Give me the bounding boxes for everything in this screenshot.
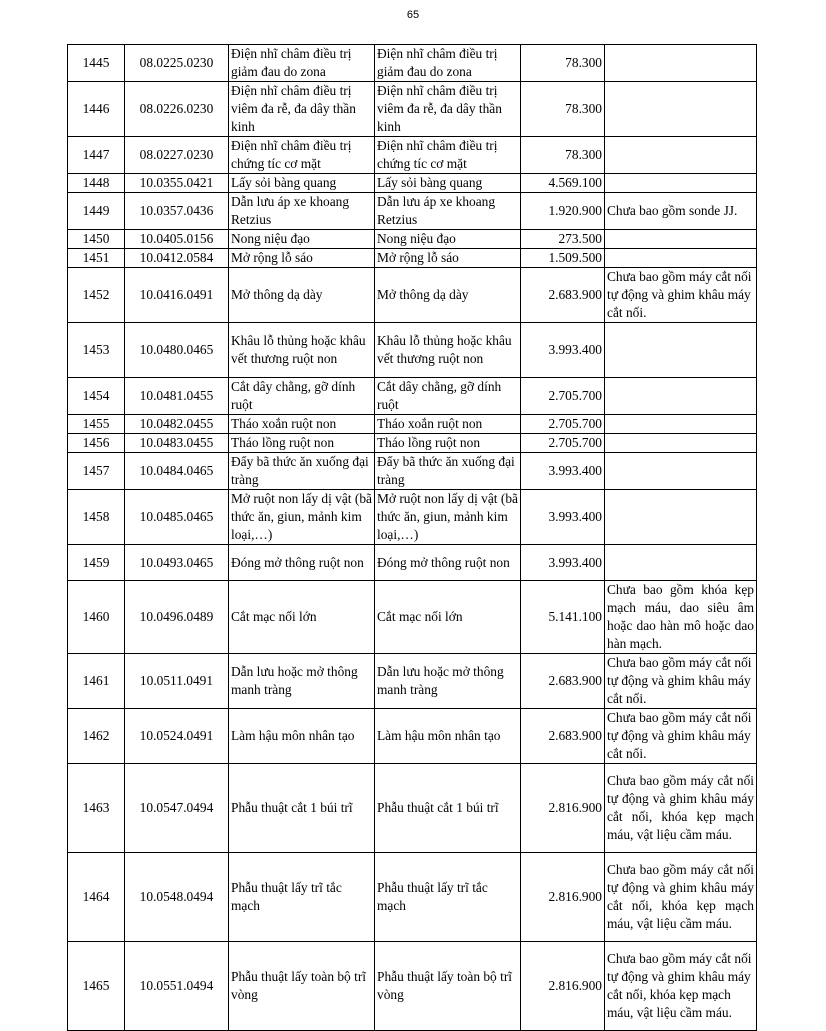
table-row (68, 545, 757, 581)
service-name: Khâu lỗ thủng hoặc khâu vết thương ruột non (229, 323, 375, 378)
service-name-approved: Điện nhĩ châm điều trị giảm đau do zona (375, 45, 521, 82)
row-number: 1459 (68, 545, 125, 581)
service-note (605, 45, 757, 82)
service-code: 08.0227.0230 (125, 137, 229, 174)
row-number: 1457 (68, 453, 125, 490)
table-row (68, 193, 757, 230)
service-note: Chưa bao gồm máy cắt nối tự động và ghim khâu máy cắt nối. (605, 709, 757, 764)
table-row (68, 434, 757, 453)
service-code: 10.0405.0156 (125, 230, 229, 249)
service-code: 10.0481.0455 (125, 378, 229, 415)
service-price: 4.569.100 (521, 174, 605, 193)
row-number: 1449 (68, 193, 125, 230)
service-name-approved: Cắt dây chằng, gỡ dính ruột (375, 378, 521, 415)
service-note: Chưa bao gồm máy cắt nối tự động và ghim khâu máy cắt nối, khóa kẹp mạch máu, vật liệu cầm máu. (605, 853, 757, 942)
table-row (68, 764, 757, 853)
service-code: 10.0484.0465 (125, 453, 229, 490)
service-name: Cắt dây chằng, gỡ dính ruột (229, 378, 375, 415)
row-number: 1461 (68, 654, 125, 709)
service-name-approved: Làm hậu môn nhân tạo (375, 709, 521, 764)
service-code: 08.0225.0230 (125, 45, 229, 82)
row-number: 1454 (68, 378, 125, 415)
service-code: 10.0416.0491 (125, 268, 229, 323)
row-number: 1451 (68, 249, 125, 268)
service-code: 10.0355.0421 (125, 174, 229, 193)
table-row (68, 490, 757, 545)
row-number: 1462 (68, 709, 125, 764)
service-note (605, 323, 757, 378)
table-row (68, 853, 757, 942)
service-note (605, 490, 757, 545)
service-name: Điện nhĩ châm điều trị viêm đa rễ, đa dây thần kinh (229, 82, 375, 137)
service-name-approved: Đẩy bã thức ăn xuống đại tràng (375, 453, 521, 490)
service-name-approved: Dẫn lưu hoặc mở thông manh tràng (375, 654, 521, 709)
service-note (605, 174, 757, 193)
service-price: 2.705.700 (521, 415, 605, 434)
service-code: 10.0524.0491 (125, 709, 229, 764)
service-code: 10.0496.0489 (125, 581, 229, 654)
service-price: 1.920.900 (521, 193, 605, 230)
service-note: Chưa bao gồm máy cắt nối tự động và ghim khâu máy cắt nối. (605, 268, 757, 323)
service-name: Tháo lồng ruột non (229, 434, 375, 453)
service-code: 10.0548.0494 (125, 853, 229, 942)
service-code: 10.0357.0436 (125, 193, 229, 230)
service-name: Đẩy bã thức ăn xuống đại tràng (229, 453, 375, 490)
table-row (68, 453, 757, 490)
service-code: 10.0482.0455 (125, 415, 229, 434)
row-number: 1446 (68, 82, 125, 137)
table-row (68, 323, 757, 378)
row-number: 1465 (68, 942, 125, 1031)
service-code: 10.0483.0455 (125, 434, 229, 453)
row-number: 1453 (68, 323, 125, 378)
service-note: Chưa bao gồm khóa kẹp mạch máu, dao siêu âm hoặc dao hàn mô hoặc dao hàn mạch. (605, 581, 757, 654)
row-number: 1448 (68, 174, 125, 193)
row-number: 1445 (68, 45, 125, 82)
service-name-approved: Mở ruột non lấy dị vật (bã thức ăn, giun, mảnh kim loại,…) (375, 490, 521, 545)
table-row (68, 654, 757, 709)
table-row (68, 581, 757, 654)
service-name: Phẫu thuật lấy trĩ tắc mạch (229, 853, 375, 942)
service-note (605, 415, 757, 434)
service-name: Điện nhĩ châm điều trị chứng tíc cơ mặt (229, 137, 375, 174)
table-row (68, 378, 757, 415)
row-number: 1455 (68, 415, 125, 434)
service-price: 2.683.900 (521, 709, 605, 764)
page-number: 65 (406, 9, 420, 21)
service-name: Nong niệu đạo (229, 230, 375, 249)
table-row (68, 709, 757, 764)
row-number: 1450 (68, 230, 125, 249)
service-note (605, 453, 757, 490)
service-code: 10.0547.0494 (125, 764, 229, 853)
service-name: Dẫn lưu áp xe khoang Retzius (229, 193, 375, 230)
service-note (605, 434, 757, 453)
table-row (68, 137, 757, 174)
service-note: Chưa bao gồm sonde JJ. (605, 193, 757, 230)
service-name: Làm hậu môn nhân tạo (229, 709, 375, 764)
service-price: 5.141.100 (521, 581, 605, 654)
service-code: 10.0412.0584 (125, 249, 229, 268)
service-name-approved: Mở thông dạ dày (375, 268, 521, 323)
service-name: Phẫu thuật lấy toàn bộ trĩ vòng (229, 942, 375, 1031)
service-price: 2.705.700 (521, 434, 605, 453)
service-name: Mở ruột non lấy dị vật (bã thức ăn, giun, mảnh kim loại,…) (229, 490, 375, 545)
service-name: Điện nhĩ châm điều trị giảm đau do zona (229, 45, 375, 82)
row-number: 1463 (68, 764, 125, 853)
table-row (68, 230, 757, 249)
row-number: 1458 (68, 490, 125, 545)
service-code: 10.0480.0465 (125, 323, 229, 378)
row-number: 1456 (68, 434, 125, 453)
table-row (68, 268, 757, 323)
service-price: 78.300 (521, 45, 605, 82)
service-price: 2.816.900 (521, 853, 605, 942)
row-number: 1464 (68, 853, 125, 942)
service-code: 10.0485.0465 (125, 490, 229, 545)
service-price: 3.993.400 (521, 490, 605, 545)
service-name-approved: Mở rộng lỗ sáo (375, 249, 521, 268)
service-price: 78.300 (521, 137, 605, 174)
service-note: Chưa bao gồm máy cắt nối tự động và ghim khâu máy cắt nối, khóa kẹp mạch máu, vật liệu cầm máu. (605, 764, 757, 853)
service-note: Chưa bao gồm máy cắt nối tự động và ghim khâu máy cắt nối. (605, 654, 757, 709)
service-price: 2.705.700 (521, 378, 605, 415)
service-code: 10.0493.0465 (125, 545, 229, 581)
service-name-approved: Nong niệu đạo (375, 230, 521, 249)
service-price-table (67, 44, 757, 1031)
service-name-approved: Dẫn lưu áp xe khoang Retzius (375, 193, 521, 230)
service-note (605, 137, 757, 174)
service-price: 273.500 (521, 230, 605, 249)
service-name-approved: Khâu lỗ thủng hoặc khâu vết thương ruột non (375, 323, 521, 378)
service-note (605, 82, 757, 137)
service-name: Mở thông dạ dày (229, 268, 375, 323)
table-row (68, 942, 757, 1031)
service-note (605, 378, 757, 415)
service-price: 3.993.400 (521, 323, 605, 378)
service-price: 2.683.900 (521, 268, 605, 323)
table-row (68, 249, 757, 268)
service-name: Mở rộng lỗ sáo (229, 249, 375, 268)
service-name-approved: Điện nhĩ châm điều trị chứng tíc cơ mặt (375, 137, 521, 174)
service-name-approved: Cắt mạc nối lớn (375, 581, 521, 654)
service-name-approved: Phẫu thuật cắt 1 búi trĩ (375, 764, 521, 853)
service-name: Phẫu thuật cắt 1 búi trĩ (229, 764, 375, 853)
service-name: Dẫn lưu hoặc mở thông manh tràng (229, 654, 375, 709)
service-name-approved: Tháo lồng ruột non (375, 434, 521, 453)
service-name-approved: Phẫu thuật lấy toàn bộ trĩ vòng (375, 942, 521, 1031)
table-row (68, 415, 757, 434)
service-note (605, 249, 757, 268)
service-name: Đóng mở thông ruột non (229, 545, 375, 581)
service-name-approved: Phẫu thuật lấy trĩ tắc mạch (375, 853, 521, 942)
service-code: 10.0551.0494 (125, 942, 229, 1031)
service-note: Chưa bao gồm máy cắt nối tự động và ghim khâu máy cắt nối, khóa kẹp mạch máu, vật liệu cầm máu. (605, 942, 757, 1031)
service-price: 2.683.900 (521, 654, 605, 709)
service-name-approved: Tháo xoắn ruột non (375, 415, 521, 434)
service-name-approved: Lấy sỏi bàng quang (375, 174, 521, 193)
service-price: 78.300 (521, 82, 605, 137)
table-row (68, 174, 757, 193)
row-number: 1460 (68, 581, 125, 654)
service-name: Cắt mạc nối lớn (229, 581, 375, 654)
service-price: 2.816.900 (521, 942, 605, 1031)
table-row (68, 82, 757, 137)
service-note (605, 230, 757, 249)
service-name-approved: Điện nhĩ châm điều trị viêm đa rễ, đa dây thần kinh (375, 82, 521, 137)
service-note (605, 545, 757, 581)
service-price: 3.993.400 (521, 545, 605, 581)
service-price: 1.509.500 (521, 249, 605, 268)
service-code: 10.0511.0491 (125, 654, 229, 709)
service-name: Tháo xoắn ruột non (229, 415, 375, 434)
service-price: 2.816.900 (521, 764, 605, 853)
service-name-approved: Đóng mở thông ruột non (375, 545, 521, 581)
row-number: 1452 (68, 268, 125, 323)
service-name: Lấy sỏi bàng quang (229, 174, 375, 193)
row-number: 1447 (68, 137, 125, 174)
service-code: 08.0226.0230 (125, 82, 229, 137)
service-price: 3.993.400 (521, 453, 605, 490)
table-row (68, 45, 757, 82)
